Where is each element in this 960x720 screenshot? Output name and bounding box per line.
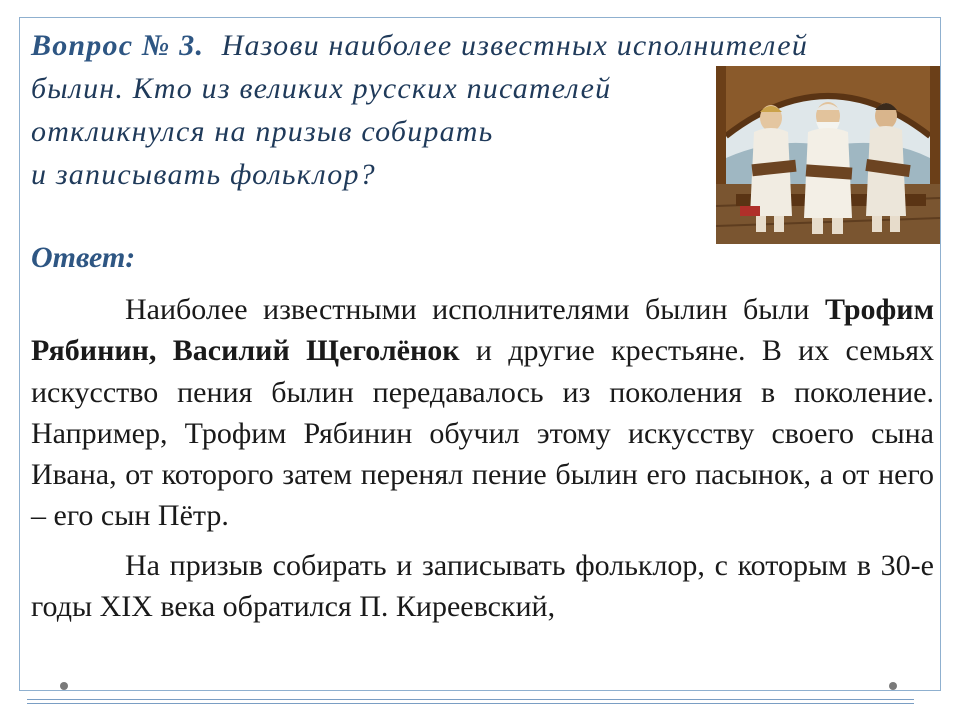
answer-p1-end: и другие крестьяне. В их семьях искусство пения былин передавалось из поколения в поколение. Например, Трофим Рябинин обучил этому искусству своего сына Ивана, от которого затем перенял пение былин его пасынок, а от него – его сын Пётр.	[31, 334, 934, 533]
gusli-players-illustration	[716, 66, 940, 244]
footer-line-bottom	[27, 703, 914, 704]
footer-dot-left	[60, 682, 68, 690]
footer-line-top	[27, 699, 914, 700]
answer-label: Ответ:	[31, 241, 136, 274]
question-line-1	[31, 24, 901, 67]
question-line-4: и записывать фольклор?	[31, 158, 376, 191]
answer-body	[31, 289, 934, 627]
question-text-1: Назови наиболее известных исполнителей	[221, 29, 809, 62]
footer-dot-right	[889, 682, 897, 690]
question-line-3: откликнулся на призыв собирать	[31, 115, 494, 148]
illustration-drawing	[716, 66, 940, 244]
question-line-2: былин. Кто из великих русских писателей	[31, 72, 612, 105]
answer-paragraph-1	[31, 289, 934, 537]
answer-p1-start: Наиболее известными исполнителями былин были	[125, 293, 825, 326]
answer-paragraph-2: На призыв собирать и записывать фольклор, с которым в 30-е годы XIX века обратился П. Киреевский,	[31, 548, 934, 624]
question-label: Вопрос № 3.	[31, 29, 205, 62]
answer-p1-names: Трофим Рябинин, Василий Щеголёнок	[31, 293, 934, 368]
